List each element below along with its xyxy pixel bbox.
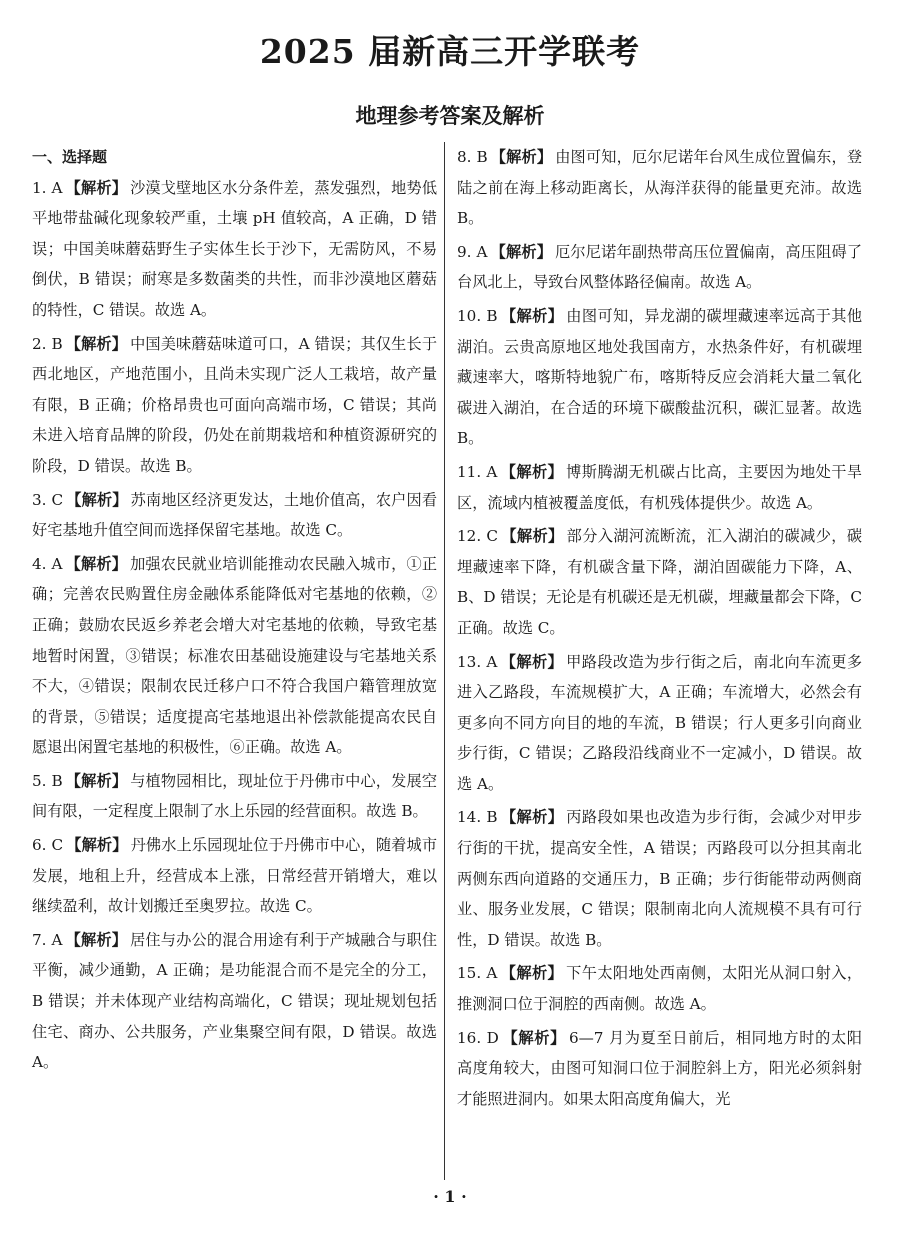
analysis-tag: 【解析】	[66, 490, 128, 509]
explanation-text: 中国美味蘑菇味道可口，A 错误；其仅生长于西北地区，产地范围小，且尚未实现广泛人工栽培，故产量有限，B 正确；价格昂贵也可面向高端市场，C 错误；其尚未进入培育品牌的阶段，仍处在前期栽培和种植资源研究的阶段，D 错误。故选 B。	[32, 334, 438, 475]
analysis-tag: 【解析】	[65, 771, 128, 790]
analysis-tag: 【解析】	[500, 527, 564, 546]
answer-item	[457, 142, 862, 234]
analysis-tag: 【解析】	[500, 462, 564, 481]
analysis-tag: 【解析】	[490, 242, 553, 261]
answer-item	[457, 301, 862, 454]
question-number: 10. B	[457, 306, 498, 325]
question-number: 13. A	[457, 652, 498, 671]
explanation-text: 由图可知，厄尔尼诺年台风生成位置偏东，登陆之前在海上移动距离长，从海洋获得的能量更充沛。故选 B。	[457, 148, 863, 228]
question-number: 8. B	[457, 148, 488, 166]
question-number: 11. A	[457, 462, 498, 481]
analysis-tag: 【解析】	[500, 964, 564, 983]
analysis-tag: 【解析】	[500, 652, 564, 671]
explanation-text: 加强农民就业培训能推动农民融入城市，①正确；完善农民购置住房金融体系能降低对宅基地的依赖，②正确；鼓励农民返乡养老会增大对宅基地的依赖，导致宅基地暂时闲置，③错误；标准农田基础设施建设与宅基地关系不大，④错误；限制农民迁移户口不符合我国户籍管理放宽的背景，⑤错误；适度提高宅基地退出补偿款能提高农民自愿退出闲置宅基地的积极性，⑥正确。故选 A。	[32, 554, 438, 757]
question-number: 7. A	[32, 930, 63, 949]
explanation-text: 由图可知，异龙湖的碳埋藏速率远高于其他湖泊。云贵高原地区地处我国南方，水热条件好，有机碳埋藏速率大，喀斯特地貌广布，喀斯特反应会消耗大量二氧化碳进入湖泊，在合适的环境下碳酸盐沉积，碳汇显著。故选 B。	[457, 306, 863, 448]
answer-item	[32, 329, 437, 482]
answer-item	[32, 485, 437, 546]
answer-item	[457, 1023, 862, 1115]
explanation-text: 厄尔尼诺年副热带高压位置偏南，高压阻碍了台风北上，导致台风整体路径偏南。故选 A。	[457, 242, 863, 292]
explanation-text: 与植物园相比，现址位于丹佛市中心，发展空间有限，一定程度上限制了水上乐园的经营面积。故选 B。	[32, 771, 438, 821]
analysis-tag: 【解析】	[65, 334, 128, 353]
answer-item	[32, 766, 437, 827]
explanation-text: 博斯腾湖无机碳占比高，主要因为地处干旱区，流域内植被覆盖度低，有机残体提供少。故选 A。	[457, 462, 863, 512]
explanation-text: 丙路段如果也改造为步行街，会减少对甲步行街的干扰，提高安全性，A 错误；丙路段可以分担其南北两侧东西向道路的交通压力，B 正确；步行街能带动两侧商业、服务业发展，C 错误；限制南北向人流规模不具有可行性，D 错误。故选 B。	[457, 808, 863, 949]
left-answer-list	[32, 173, 437, 1078]
answer-item	[457, 237, 862, 298]
question-number: 12. C	[457, 527, 498, 546]
analysis-tag: 【解析】	[490, 148, 553, 166]
analysis-tag: 【解析】	[501, 1028, 566, 1047]
explanation-text: 部分入湖河流断流，汇入湖泊的碳减少，碳埋藏速率下降，有机碳含量下降，湖泊固碳能力下降，A、B、D 错误；无论是有机碳还是无机碳，埋藏量都会下降，C 正确。故选 C。	[457, 527, 863, 637]
question-number: 1. A	[32, 178, 63, 197]
question-number: 15. A	[457, 964, 498, 983]
explanation-text: 6—7 月为夏至日前后，相同地方时的太阳高度角较大，由图可知洞口位于洞腔斜上方，阳光必须斜射才能照进洞内。如果太阳高度角偏大，光	[457, 1028, 862, 1108]
analysis-tag: 【解析】	[66, 836, 128, 855]
answer-item	[457, 521, 862, 643]
explanation-text: 丹佛水上乐园现址位于丹佛市中心，随着城市发展，地租上升，经营成本上涨，日常经营开销增大，难以继续盈利，故计划搬迁至奥罗拉。故选 C。	[32, 836, 438, 916]
explanation-text: 下午太阳地处西南侧，太阳光从洞口射入，推测洞口位于洞腔的西南侧。故选 A。	[457, 964, 863, 1014]
answer-item	[457, 457, 862, 518]
question-number: 14. B	[457, 808, 498, 827]
explanation-text: 甲路段改造为步行街之后，南北向车流更多进入乙路段，车流规模扩大，A 正确；车流增大，必然会有更多向不同方向目的地的车流，B 错误；行人更多引向商业步行街，C 错误；乙路段沿线商业不一定减小，D 错误。故选 A。	[457, 652, 863, 793]
question-number: 5. B	[32, 771, 63, 790]
answer-item	[457, 802, 862, 955]
question-number: 9. A	[457, 242, 488, 261]
answer-item	[32, 549, 437, 763]
column-divider	[444, 142, 445, 1180]
question-number: 6. C	[32, 836, 64, 855]
analysis-tag: 【解析】	[65, 554, 128, 573]
page-subtitle: 地理参考答案及解析	[355, 104, 545, 128]
left-column	[32, 142, 437, 1081]
answer-item	[32, 173, 437, 326]
answer-item	[457, 958, 862, 1019]
explanation-text: 苏南地区经济更发达，土地价值高，农户因看好宅基地升值空间而选择保留宅基地。故选 C。	[32, 490, 438, 540]
question-number: 2. B	[32, 334, 63, 353]
question-number: 16. D	[457, 1028, 499, 1047]
explanation-text: 居住与办公的混合用途有利于产城融合与职住平衡，减少通勤，A 正确；是功能混合而不是完全的分工，B 错误；并未体现产业结构高端化，C 错误；现址规划包括住宅、商办、公共服务，产业集聚空间有限，D 错误。故选 A。	[32, 930, 438, 1072]
analysis-tag: 【解析】	[500, 306, 564, 325]
explanation-text: 沙漠戈壁地区水分条件差，蒸发强烈，地势低平地带盐碱化现象较严重，土壤 pH 值较高，A 正确，D 错误；中国美味蘑菇野生子实体生长于沙下，无需防风，不易倒伏，B 错误；耐寒是多数菌类的共性，而非沙漠地区蘑菇的特性，C 错误。故选 A。	[32, 178, 438, 319]
right-column	[457, 142, 862, 1117]
analysis-tag: 【解析】	[65, 178, 128, 197]
answer-item	[32, 925, 437, 1078]
right-answer-list	[457, 142, 862, 1114]
question-number: 4. A	[32, 554, 63, 573]
answer-item	[457, 647, 862, 800]
answer-item	[32, 830, 437, 922]
analysis-tag: 【解析】	[500, 808, 564, 827]
analysis-tag: 【解析】	[65, 930, 128, 949]
question-number: 3. C	[32, 490, 64, 509]
page-title: 2025 届新高三开学联考	[259, 32, 641, 71]
page-number: · 1 ·	[433, 1187, 467, 1206]
section-heading: 一、选择题	[32, 148, 108, 166]
